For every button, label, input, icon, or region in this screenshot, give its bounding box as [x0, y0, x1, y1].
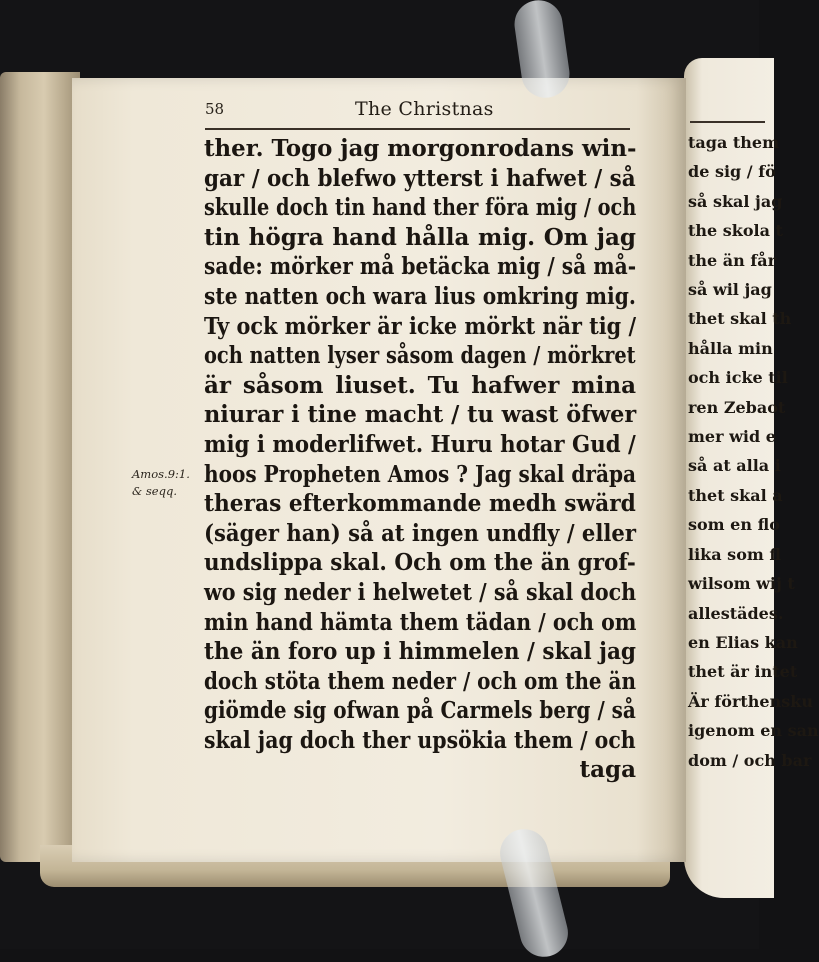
page-number: 58: [205, 100, 225, 118]
facing-text-line: igenom en san: [688, 721, 819, 741]
facing-text-line: lika som fl: [688, 544, 781, 564]
margin-note: [132, 466, 190, 500]
text-line: sade: mörker må betäcka mig / så må-: [204, 253, 637, 281]
facing-text-line: thet skal a: [688, 485, 783, 505]
text-line: Ty ock mörker är icke mörkt när tig /: [204, 312, 637, 340]
margin-note-line: Amos.9:1.: [132, 467, 190, 481]
facing-text-line: the skola t: [688, 221, 783, 241]
text-line: tin högra hand hålla mig. Om jag: [204, 223, 636, 251]
text-line: wo sig neder i helwetet / så skal doch: [204, 578, 637, 606]
facing-page-rule: [690, 121, 765, 123]
page-header: [205, 98, 630, 124]
body-text: [204, 134, 636, 785]
facing-text-line: som en flo: [688, 515, 780, 535]
facing-text-line: en Elias kan: [688, 632, 798, 652]
facing-text-line: the än får: [688, 250, 777, 270]
text-line: giömde sig ofwan på Carmels berg / så: [204, 697, 636, 725]
text-line: niurar i tine macht / tu wast öfwer: [204, 401, 637, 429]
facing-text-line: thet är intet: [688, 662, 798, 682]
facing-text-line: taga them: [688, 133, 780, 152]
text-line: skulle doch tin hand ther föra mig / och: [204, 194, 637, 222]
text-line: min hand hämta them tädan / och om: [204, 608, 637, 636]
text-line: ste natten och wara lius omkring mig.: [204, 282, 636, 310]
facing-text-line: så at alla i: [688, 456, 781, 476]
facing-text-line: mer wid e: [688, 427, 776, 447]
margin-note-line: & seqq.: [132, 484, 177, 498]
header-rule: [205, 128, 630, 130]
text-line: the än foro up i himmelen / skal jag: [204, 638, 636, 666]
text-line: theras efterkommande medh swärd: [204, 490, 636, 518]
facing-text-line: ren Zebaot: [688, 397, 786, 417]
facing-page-text: [688, 128, 819, 775]
book-fore-edge: [0, 72, 80, 862]
facing-text-line: Är förthensku: [688, 691, 813, 711]
facing-text-line: så wil jag: [688, 280, 772, 300]
running-title: The Christnas: [355, 98, 494, 120]
facing-text-line: och icke til: [688, 368, 788, 388]
text-line: (säger han) så at ingen undfly / eller: [204, 519, 636, 547]
text-line: gar / och blefwo ytterst i hafwet / så: [204, 164, 636, 192]
text-line: undslippa skal. Och om the än grof-: [204, 549, 636, 577]
text-line: mig i moderlifwet. Huru hotar Gud /: [204, 430, 636, 458]
facing-text-line: thet skal th: [688, 309, 792, 329]
text-line: skal jag doch ther upsökia them / och: [204, 726, 636, 754]
facing-text-line: allestädes.: [688, 603, 784, 623]
text-line: doch stöta them neder / och om the än: [204, 667, 636, 695]
text-line: ther. Togo jag morgonrodans win-: [204, 135, 637, 162]
text-line: hoos Propheten Amos ? Jag skal dräpa: [204, 460, 636, 488]
facing-text-line: dom / och bar: [688, 750, 812, 770]
text-line: taga: [579, 756, 636, 784]
text-line: och natten lyser såsom dagen / mörkret: [204, 342, 636, 370]
text-line: är såsom liuset. Tu hafwer mina: [204, 371, 636, 399]
facing-text-line: så skal jag: [688, 191, 783, 211]
facing-text-line: wilsom wij t: [688, 574, 795, 594]
facing-text-line: hålla min: [688, 338, 773, 358]
facing-text-line: de sig / fö: [688, 162, 776, 182]
